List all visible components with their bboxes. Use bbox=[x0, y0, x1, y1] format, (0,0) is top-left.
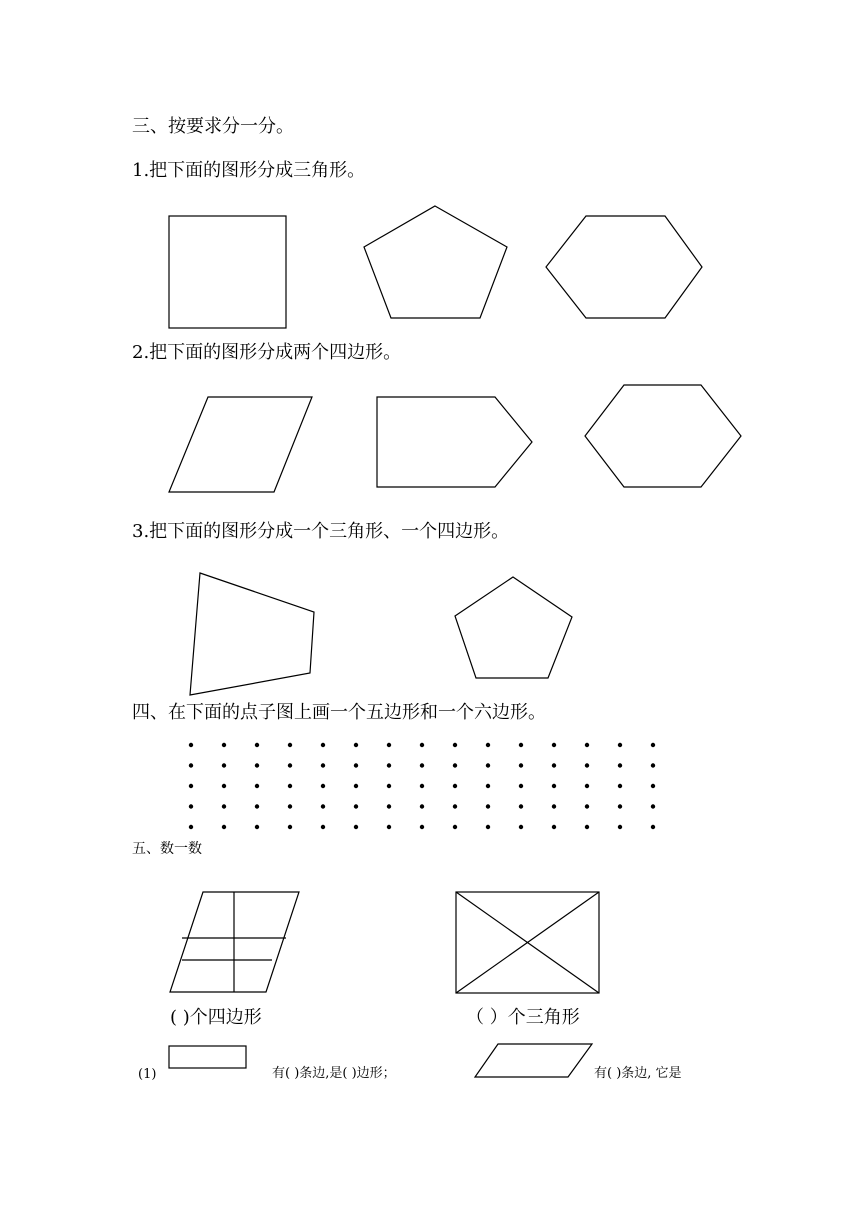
grid-dot bbox=[519, 825, 523, 829]
grid-dot bbox=[486, 784, 490, 788]
quadrilateral-shape bbox=[190, 573, 314, 695]
grid-dot bbox=[585, 763, 589, 767]
small-pentagon-shape bbox=[455, 577, 572, 678]
grid-dot bbox=[387, 804, 391, 808]
grid-dot bbox=[189, 763, 193, 767]
dot-grid bbox=[189, 743, 655, 829]
grid-dot bbox=[222, 763, 226, 767]
pentagon-shape bbox=[364, 206, 507, 318]
grid-dot bbox=[420, 743, 424, 747]
grid-dot bbox=[189, 743, 193, 747]
grid-dot bbox=[255, 804, 259, 808]
grid-dot bbox=[486, 743, 490, 747]
grid-dot bbox=[552, 825, 556, 829]
grid-dot bbox=[552, 784, 556, 788]
grid-dot bbox=[288, 804, 292, 808]
grid-dot bbox=[519, 743, 523, 747]
grid-dot bbox=[552, 804, 556, 808]
grid-dot bbox=[585, 825, 589, 829]
grid-dot bbox=[255, 784, 259, 788]
grid-dot bbox=[486, 825, 490, 829]
grid-dot bbox=[618, 784, 622, 788]
section-4-heading: 四、在下面的点子图上画一个五边形和一个六边形。 bbox=[132, 702, 546, 723]
grid-dot bbox=[222, 825, 226, 829]
count-triangles-answer: （ ）个三角形 bbox=[466, 1007, 580, 1028]
grid-dot bbox=[354, 763, 358, 767]
grid-dot bbox=[288, 825, 292, 829]
grid-dot bbox=[618, 804, 622, 808]
grid-dot bbox=[486, 804, 490, 808]
rectangle-question-text: 有( )条边,是( )边形； bbox=[272, 1066, 396, 1081]
grid-dot bbox=[651, 825, 655, 829]
grid-dot bbox=[420, 825, 424, 829]
hexagon-shape-2 bbox=[585, 385, 741, 487]
grid-dot bbox=[420, 763, 424, 767]
rectangle-with-diagonals-figure bbox=[456, 892, 599, 993]
grid-dot bbox=[354, 743, 358, 747]
grid-dot bbox=[486, 763, 490, 767]
grid-dot bbox=[453, 743, 457, 747]
grid-dot bbox=[255, 743, 259, 747]
parallelogram-question-text: 有( )条边, 它是 bbox=[594, 1066, 682, 1081]
grid-dot bbox=[618, 825, 622, 829]
grid-dot bbox=[552, 763, 556, 767]
question-1-text: 1.把下面的图形分成三角形。 bbox=[132, 160, 366, 181]
grid-dot bbox=[519, 763, 523, 767]
grid-dot bbox=[651, 743, 655, 747]
grid-dot bbox=[618, 763, 622, 767]
grid-dot bbox=[420, 784, 424, 788]
hexagon-shape bbox=[546, 216, 702, 318]
grid-dot bbox=[321, 804, 325, 808]
grid-dot bbox=[651, 804, 655, 808]
grid-dot bbox=[288, 784, 292, 788]
grid-dot bbox=[189, 825, 193, 829]
grid-dot bbox=[321, 825, 325, 829]
grid-dot bbox=[387, 784, 391, 788]
square-shape bbox=[169, 216, 286, 328]
grid-dot bbox=[354, 784, 358, 788]
section-5-heading: 五、数一数 bbox=[132, 841, 202, 857]
grid-dot bbox=[651, 784, 655, 788]
grid-dot bbox=[222, 743, 226, 747]
grid-dot bbox=[387, 743, 391, 747]
grid-dot bbox=[585, 804, 589, 808]
grid-dot bbox=[321, 743, 325, 747]
grid-dot bbox=[288, 743, 292, 747]
grid-dot bbox=[321, 763, 325, 767]
subquestion-number: (1) bbox=[138, 1067, 157, 1082]
grid-dot bbox=[552, 743, 556, 747]
grid-dot bbox=[651, 763, 655, 767]
small-rectangle bbox=[169, 1046, 246, 1068]
grid-dot bbox=[453, 825, 457, 829]
grid-dot bbox=[585, 743, 589, 747]
question-2-text: 2.把下面的图形分成两个四边形。 bbox=[132, 342, 402, 363]
grid-dot bbox=[354, 825, 358, 829]
grid-dot bbox=[387, 825, 391, 829]
grid-dot bbox=[354, 804, 358, 808]
grid-dot bbox=[453, 763, 457, 767]
grid-dot bbox=[189, 804, 193, 808]
grid-dot bbox=[222, 804, 226, 808]
question-3-text: 3.把下面的图形分成一个三角形、一个四边形。 bbox=[132, 521, 510, 542]
count-quadrilaterals-answer: ( )个四边形 bbox=[170, 1007, 262, 1028]
grid-dot bbox=[453, 784, 457, 788]
divided-parallelogram-figure bbox=[170, 892, 299, 992]
grid-dot bbox=[189, 784, 193, 788]
arrow-pentagon-shape bbox=[377, 397, 532, 487]
parallelogram-shape bbox=[169, 397, 312, 492]
grid-dot bbox=[255, 763, 259, 767]
grid-dot bbox=[321, 784, 325, 788]
grid-dot bbox=[453, 804, 457, 808]
grid-dot bbox=[420, 804, 424, 808]
grid-dot bbox=[387, 763, 391, 767]
section-3-heading: 三、按要求分一分。 bbox=[132, 116, 294, 137]
grid-dot bbox=[519, 804, 523, 808]
grid-dot bbox=[222, 784, 226, 788]
grid-dot bbox=[255, 825, 259, 829]
grid-dot bbox=[585, 784, 589, 788]
grid-dot bbox=[288, 763, 292, 767]
grid-dot bbox=[618, 743, 622, 747]
grid-dot bbox=[519, 784, 523, 788]
small-parallelogram bbox=[475, 1044, 592, 1077]
